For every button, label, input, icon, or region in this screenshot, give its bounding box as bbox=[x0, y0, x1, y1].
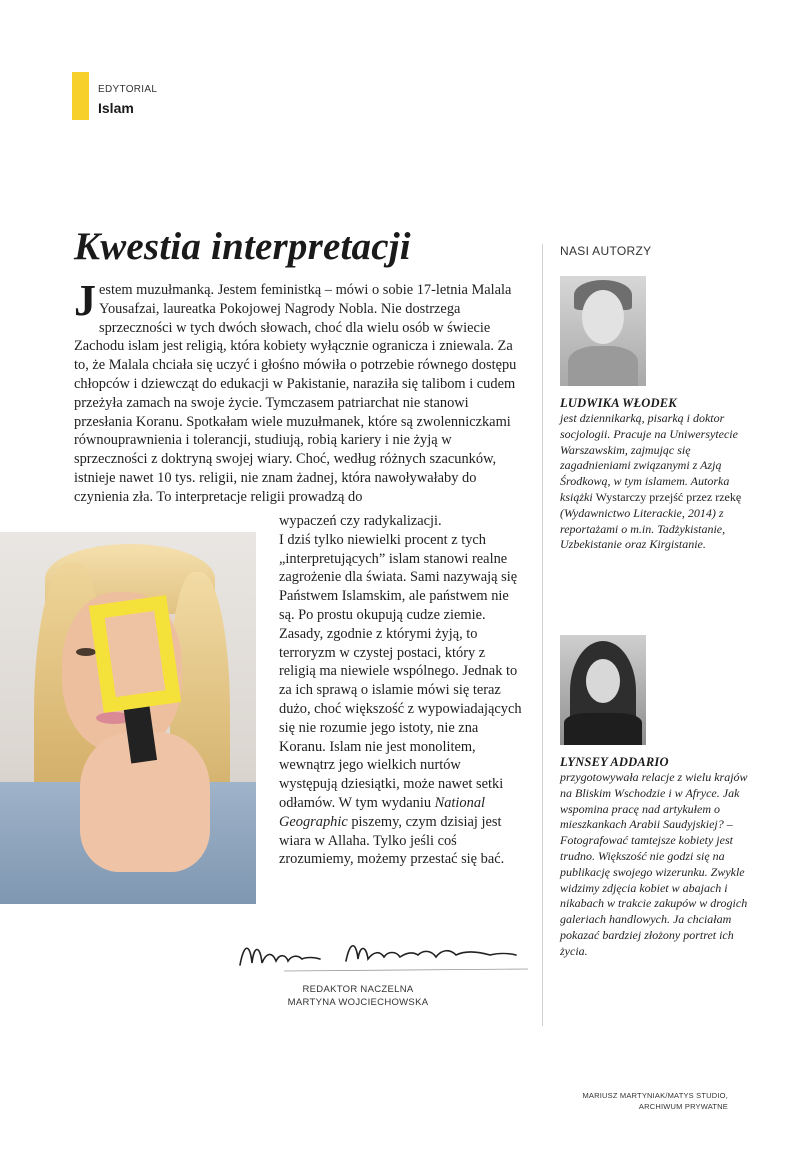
magazine-name: National Geographic bbox=[279, 794, 486, 830]
author-bio-1-text: jest dziennikarką, pisarką i doktor socjologii. Pracuje na Uniwersytecie Warszawskim, zajmując się zagadnieniami związanymi z Azją Środkową, w tym islamem. Autorka książki bbox=[560, 411, 738, 504]
section-label: EDYTORIAL bbox=[98, 84, 158, 95]
author-photo-2 bbox=[560, 635, 646, 745]
column-divider bbox=[542, 244, 543, 1026]
photo-credit-line-2: ARCHIWUM PRYWATNE bbox=[638, 1102, 728, 1111]
article-paragraph-main bbox=[279, 531, 522, 869]
dropcap: J bbox=[74, 276, 96, 325]
article-text-narrow: I dziś tylko niewielki procent z tych „interpretujących” islam stanowi realne zagrożenie dla świata. Sami nazywają się Państwem Islamskim, ale państwem nie są. Po prostu okupują cudze ziemie. Zasady, zgodnie z którymi żyją, to terroryzm w czystej postaci, który z religią ma niewiele wspólnego. Jednak to za ich sprawą o islamie mówi się teraz dużo, choć większość z wypowiadających się nie rozumie jego istoty, nie zna Koranu. Islam nie jest monolitem, wewnątrz jego wielkich nurtów występują dziesiątki, może nawet setki odłamów. W tym wydaniu bbox=[279, 531, 522, 811]
article-paragraph-intro bbox=[74, 276, 520, 507]
article-text-closing: piszemy, czym dzisiaj jest wiara w Allaha. Tylko jeśli coś zrozumiemy, możemy przestać się bać. bbox=[279, 813, 505, 868]
author-book-title: Wystarczy przejść przez rzekę bbox=[595, 489, 742, 504]
article-text-wide: estem muzułmanką. Jestem feministką – mówi o sobie 17-letnia Malala Yousafzai, laureatka Pokojowej Nagrody Nobla. Nie dostrzega sprzeczności w tych dwóch słowach, choć dla wielu osób w świecie Zachodu islam jest religią, która kobiety wyłącznie ogranicza i zniewala. Za to, że Malala chciała się uczyć i głośno mówiła o potrzebie równego dostępu chłopców i dziewcząt do edukacji w Pakistanie, naraziła się talibom i cudem przeżyła zamach na swoje życie. Tymczasem patriarchat nie stanowi przesłania Koranu. Spotkałam wiele muzułmanek, które są zwolenniczkami równouprawnienia i tolerancji, studiują, robią kariery i nie żyją w sprzeczności z doktryną swojej wiary. Choć, według różnych szacunków, istnieje nawet 10 tys. religii, nie znam żadnej, która nawoływałaby do czynienia zła. To interpretacje religii prowadzą do bbox=[74, 282, 517, 505]
article-body-wide bbox=[74, 276, 520, 507]
editor-photo bbox=[0, 532, 256, 904]
author-name-1: LUDWIKA WŁODEK bbox=[560, 396, 677, 410]
author-bio-1 bbox=[560, 411, 750, 553]
author-bio-1-text-end: (Wydawnictwo Literackie, 2014) z reportażami o m.in. Tadżykistanie, Uzbekistanie oraz Kirgistanie. bbox=[560, 505, 726, 552]
article-body-narrow bbox=[279, 512, 522, 869]
signature-name: MARTYNA WOJCIECHOWSKA bbox=[287, 997, 429, 1008]
signature-role: REDAKTOR NACZELNA bbox=[302, 984, 414, 995]
author-bio-2: przygotowywała relacje z wielu krajów na Bliskim Wschodzie i w Afryce. Jak wspomina pracę nad artykułem o mieszkankach Arabii Saudyjskiej? – Fotografować tamtejsze kobiety jest trudno. Większość nie godzi się na publikację swojego wizerunku. Zwykle widzimy zdjęcia kobiet w abajach i nikabach w trakcie zakupów w drogich galeriach handlowych. Ja chciałam pokazać bardziej złożony portret ich życia. bbox=[560, 770, 748, 958]
photo-credit-line-1: MARIUSZ MARTYNIAK/MATYS STUDIO, bbox=[582, 1091, 728, 1100]
article-paragraph-continued: wypaczeń czy radykalizacji. bbox=[279, 513, 442, 529]
section-title: Islam bbox=[98, 100, 134, 116]
authors-heading: NASI AUTORZY bbox=[560, 244, 652, 258]
signature-image bbox=[236, 935, 531, 977]
author-photo-1 bbox=[560, 276, 646, 386]
photo-credits bbox=[582, 1090, 728, 1112]
author-name-2: LYNSEY ADDARIO bbox=[560, 755, 669, 769]
section-accent-bar bbox=[72, 72, 89, 120]
page-title: Kwestia interpretacji bbox=[74, 225, 411, 268]
